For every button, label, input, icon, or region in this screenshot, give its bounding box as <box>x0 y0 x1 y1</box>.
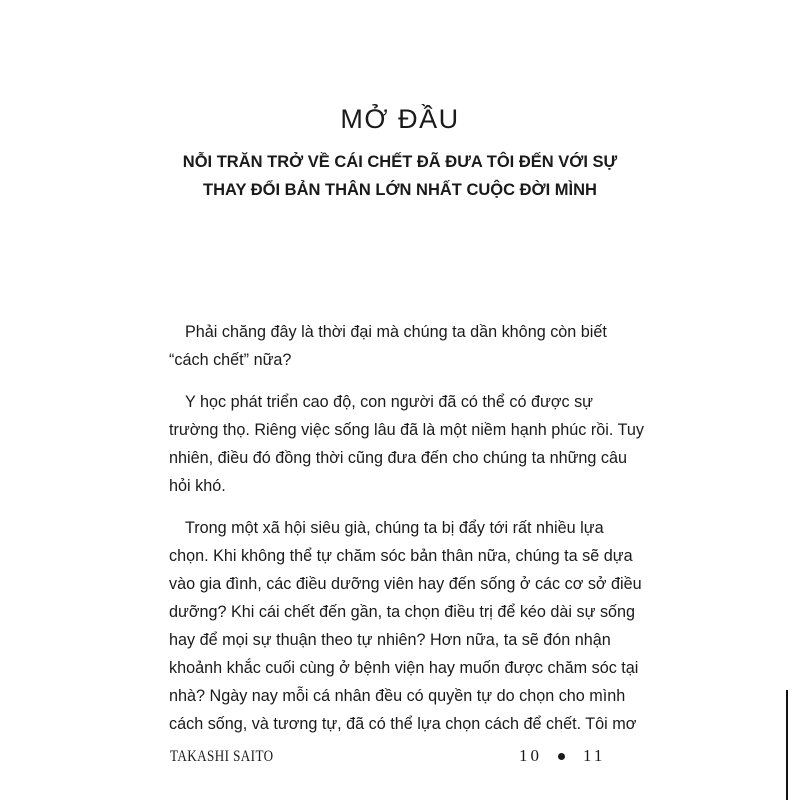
text-line: trường thọ. Riêng việc sống lâu đã là một niềm hạnh phúc rồi. Tuy <box>169 421 644 439</box>
text-line: Trong một xã hội siêu già, chúng ta bị đẩy tới rất nhiều lựa <box>185 519 604 537</box>
text-line: cách sống, và tương tự, đã có thể lựa chọn cách để chết. Tôi mơ <box>169 715 637 733</box>
text-line: nhiên, điều đó đồng thời cũng đưa đến cho chúng ta những câu <box>169 449 628 467</box>
text-line: Y học phát triển cao độ, con người đã có thể có được sự <box>185 393 593 411</box>
paragraph <box>169 514 749 738</box>
text-line: hay để mọi sự thuận theo tự nhiên? Hơn nữa, ta sẽ đón nhận <box>169 631 611 649</box>
page-edge-divider <box>786 690 788 800</box>
page-numbers <box>519 746 605 766</box>
page-number-right: 11 <box>583 746 606 765</box>
body-text <box>169 318 749 752</box>
page-number-left: 10 <box>519 746 542 765</box>
subtitle-line: NỖI TRĂN TRỞ VỀ CÁI CHẾT ĐÃ ĐƯA TÔI ĐẾN VỚI SỰ <box>182 153 618 171</box>
text-line: dưỡng? Khi cái chết đến gần, ta chọn điều trị để kéo dài sự sống <box>169 603 636 621</box>
text-line: khoảnh khắc cuối cùng ở bệnh viện hay muốn được chăm sóc tại <box>169 659 639 677</box>
subtitle-line: THAY ĐỔI BẢN THÂN LỚN NHẤT CUỘC ĐỜI MÌNH <box>203 181 597 199</box>
text-line: Phải chăng đây là thời đại mà chúng ta dần không còn biết <box>185 323 607 341</box>
text-line: vào gia đình, các điều dưỡng viên hay đến sống ở các cơ sở điều <box>169 575 642 593</box>
paragraph <box>169 318 749 374</box>
running-footer-author: TAKASHI SAITO <box>170 748 274 765</box>
chapter-subtitle <box>0 148 800 204</box>
text-line: chọn. Khi không thể tự chăm sóc bản thân nữa, chúng ta sẽ dựa <box>169 547 633 565</box>
text-line: “cách chết” nữa? <box>169 351 292 369</box>
text-line: nhà? Ngày nay mỗi cá nhân đều có quyền tự do chọn cho mình <box>169 687 626 705</box>
bullet-separator-icon <box>558 753 565 760</box>
chapter-title: MỞ ĐẦU <box>340 104 460 134</box>
paragraph <box>169 388 749 500</box>
text-line: hỏi khó. <box>169 477 226 495</box>
